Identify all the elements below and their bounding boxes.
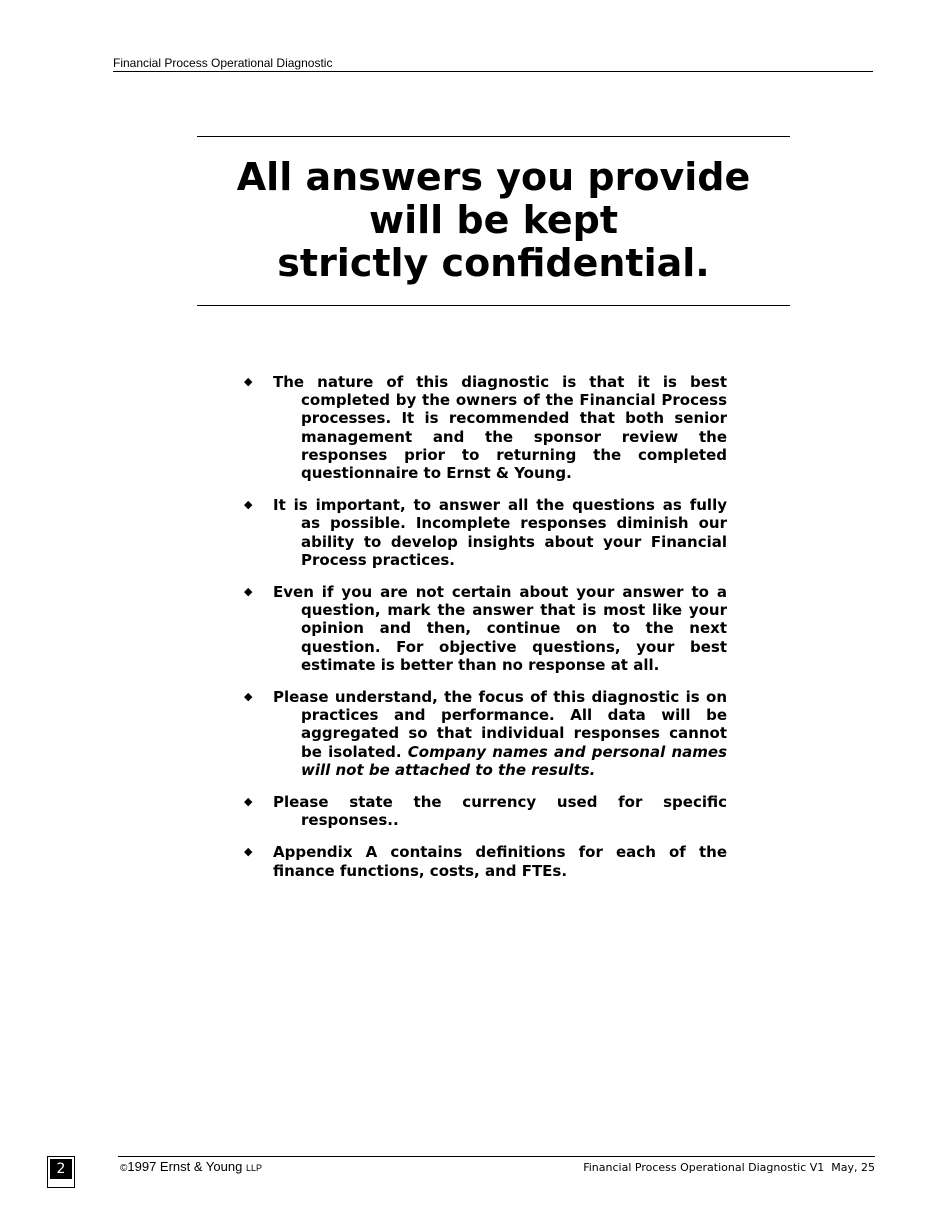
copyright-text: 1997 Ernst & Young [127,1159,243,1174]
list-item-text: Please state the currency used for specific responses.. [273,793,727,830]
list-item [244,496,727,569]
list-item-text: The nature of this diagnostic is that it is best completed by the owners of the Financial Process processes. It is recommended that both senior management and the sponsor review the responses prior to returning the completed questionnaire to Ernst & Young. [273,373,727,483]
page-footer [118,1156,875,1179]
copyright-notice [120,1160,262,1176]
headline-line-1: All answers you provide [236,155,751,199]
list-item [244,583,727,674]
list-item-text: It is important, to answer all the questions as fully as possible. Incomplete responses diminish our ability to develop insights about your Financial Process practices. [273,496,727,569]
diamond-bullet-icon: ◆ [244,690,253,704]
list-item [244,373,727,482]
list-item-text: Appendix A contains definitions for each of the finance functions, costs, and FTEs. [273,843,727,880]
copyright-symbol: © [120,1163,128,1174]
page-number-box [47,1156,75,1188]
headline-bottom-rule [197,305,790,306]
llp-label: LLP [245,1163,262,1173]
list-item-text: Even if you are not certain about your answer to a question, mark the answer that is most like your opinion and then, continue on to the next question. For objective questions, your best estimate is better than no response at all. [273,583,727,674]
diamond-bullet-icon: ◆ [244,498,253,512]
list-item [244,688,727,779]
page-header: Financial Process Operational Diagnostic [113,56,873,72]
document-info: Financial Process Operational Diagnostic V1 May, 25 [583,1161,875,1174]
page-number: 2 [50,1159,72,1179]
list-item [244,793,727,829]
diamond-bullet-icon: ◆ [244,375,253,388]
list-item-text [273,688,727,779]
headline-top-rule [197,136,790,137]
instructions-list [244,373,727,894]
confidentiality-headline [197,156,790,285]
list-item [244,843,727,879]
diamond-bullet-icon: ◆ [244,585,253,599]
headline-line-2: will be kept [368,198,618,242]
diamond-bullet-icon: ◆ [244,795,253,809]
list-item-text-plain: Please understand, the focus of this diagnostic is on practices and performance. All data will be aggregated so that individual responses cannot be isolated. [273,688,727,761]
headline-line-3: strictly confidential. [277,241,710,285]
anonymity-note: Company names and personal names will not be attached to the results. [301,742,728,779]
diamond-bullet-icon: ◆ [244,845,253,859]
